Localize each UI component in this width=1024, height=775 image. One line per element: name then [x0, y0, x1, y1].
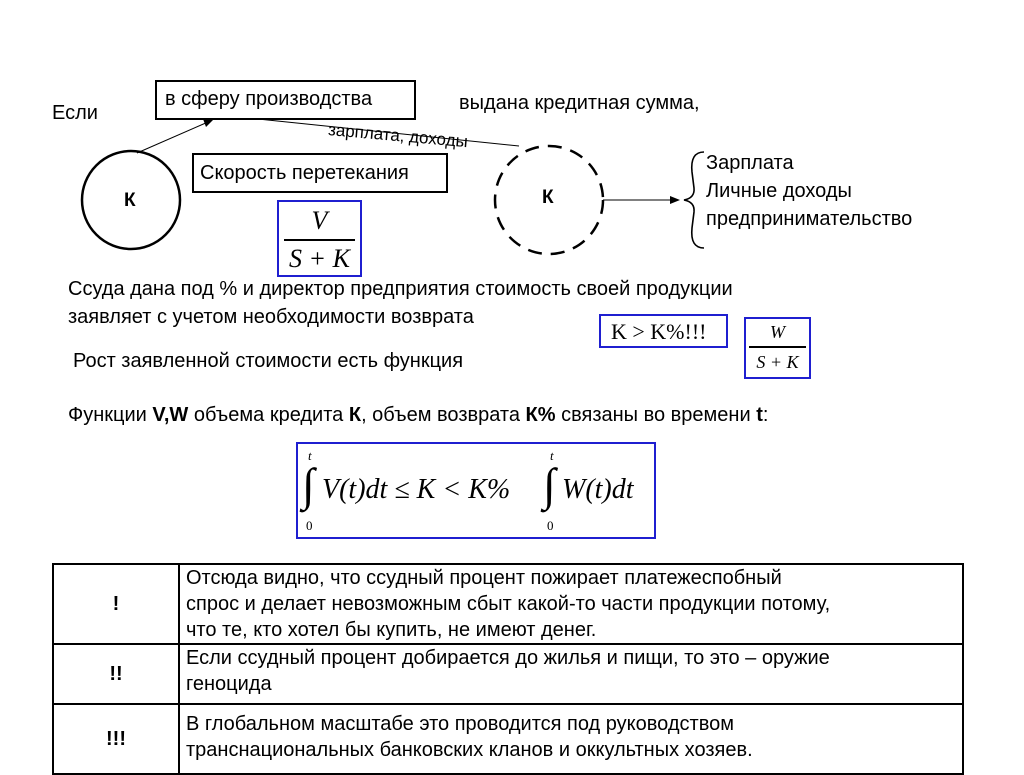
table-row-text-line: спрос и делает невозможным сбыт какой-то части продукции потому,	[186, 593, 831, 615]
table-row-text-line: Отсюда видно, что ссудный процент пожирает платежеспобный	[186, 567, 782, 589]
arrow-to-list-head	[670, 196, 680, 204]
list-item-entrepreneurship: предпринимательство	[706, 208, 913, 230]
speed-box	[192, 153, 448, 193]
functions-mid2: , объем возврата	[361, 404, 526, 426]
sphere-box	[155, 80, 416, 120]
table-row-text	[179, 704, 963, 774]
integral-1-lower: 0	[306, 518, 313, 533]
functions-mid3: связаны во времени	[555, 404, 757, 426]
functions-prefix: Функции	[68, 404, 153, 426]
formula-v-denominator: S + K	[289, 243, 350, 273]
arrow-to-sphere-line	[137, 122, 208, 153]
integral-1-sign: ∫	[302, 459, 315, 510]
functions-vw: V,W	[152, 404, 189, 426]
integral-1-upper: t	[308, 448, 312, 463]
formula-w-fraction	[749, 321, 806, 373]
functions-colon: :	[762, 404, 769, 426]
table-row-text	[179, 564, 963, 644]
loan-line-2: заявляет с учетом необходимости возврата	[68, 306, 474, 328]
table-row	[53, 704, 963, 774]
table-row-text-line: транснациональных банковских кланов и оккультных хозяев.	[186, 739, 753, 761]
list-item-salary: Зарплата	[706, 152, 794, 174]
salary-incomes-label: зарплата, доходы	[327, 120, 469, 152]
functions-k: К	[348, 404, 362, 426]
loan-line-1: Ссуда дана под % и директор предприятия стоимость своей продукции	[68, 278, 733, 300]
formula-v-numerator: V	[311, 206, 328, 235]
formula-v-bar	[284, 239, 355, 241]
circle-right-label: К	[542, 187, 554, 208]
integral-left-expr: V(t)dt ≤ K < K%	[322, 474, 511, 505]
table-row-text-line: геноцида	[186, 673, 272, 695]
curly-brace-shape	[684, 152, 704, 248]
inequality-box	[599, 314, 728, 348]
circle-left-label: К	[124, 190, 136, 211]
table-row-text-line: Если ссудный процент добирается до жилья и пищи, то это – оружие	[186, 647, 830, 669]
list-item-personal-income: Личные доходы	[706, 180, 852, 202]
formula-v-box	[277, 200, 362, 277]
functions-t: t	[756, 404, 763, 426]
formula-w-numerator: W	[770, 322, 785, 342]
table-row-mark: !	[53, 564, 179, 644]
arrow-to-sphere-head	[203, 119, 214, 127]
table-row	[53, 644, 963, 704]
formula-v-fraction	[284, 206, 355, 274]
table-row-mark: !!	[53, 644, 179, 704]
issued-label: выдана кредитная сумма,	[459, 92, 700, 114]
sphere-box-label: в сферу производства	[165, 88, 373, 110]
formula-w-box	[744, 317, 811, 379]
integral-box	[296, 442, 656, 539]
functions-mid1: объема кредита	[188, 404, 349, 426]
functions-kp: К%	[525, 404, 556, 426]
table-row-mark: !!!	[53, 704, 179, 774]
conclusions-table	[52, 563, 964, 775]
formula-w-bar	[749, 346, 806, 348]
table-row	[53, 564, 963, 644]
integral-right-expr: W(t)dt	[562, 474, 634, 505]
table-row-text-line: В глобальном масштабе это проводится под руководством	[186, 713, 734, 735]
speed-box-label: Скорость перетекания	[200, 162, 409, 184]
functions-line	[68, 404, 768, 427]
table-row-text-line: что те, кто хотел бы купить, не имеют денег.	[186, 619, 597, 641]
integral-2-lower: 0	[547, 518, 554, 533]
table-row-text	[179, 644, 963, 704]
formula-w-denominator: S + K	[756, 351, 799, 372]
inequality-text: K > K%!!!	[611, 319, 707, 344]
integral-2-upper: t	[550, 448, 554, 463]
growth-label: Рост заявленной стоимости есть функция	[73, 350, 464, 372]
integral-2-sign: ∫	[543, 459, 556, 510]
esli-label: Если	[52, 102, 98, 124]
